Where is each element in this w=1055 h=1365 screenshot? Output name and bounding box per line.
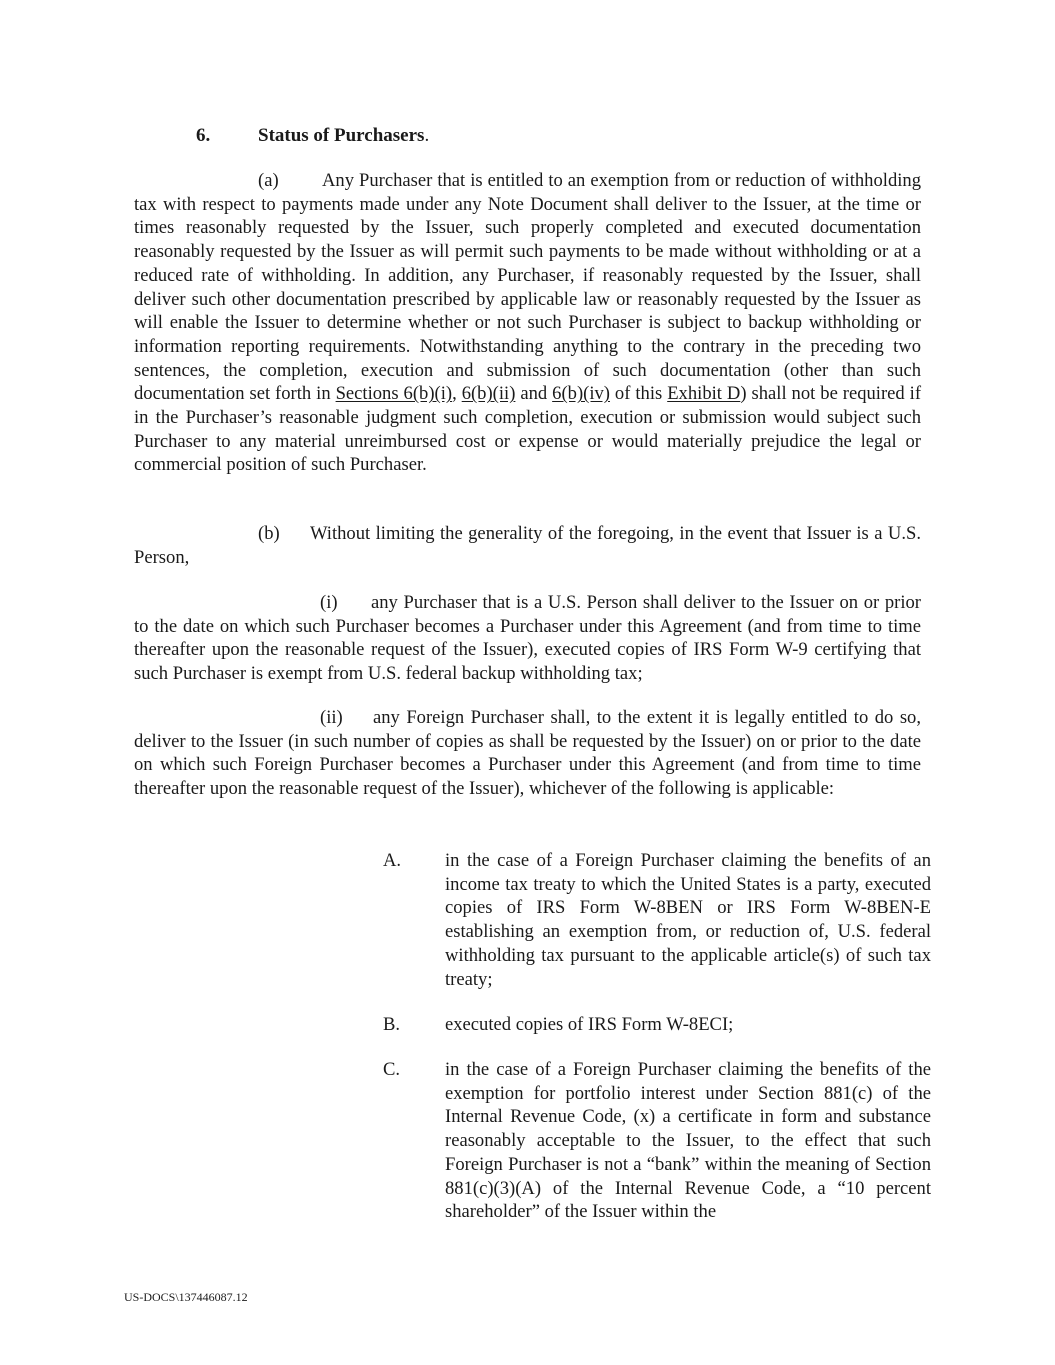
paragraph-i-label: (i): [320, 592, 338, 613]
ref-sep-1: ,: [452, 383, 462, 405]
ref-exhibit-d: Exhibit D: [667, 383, 741, 405]
paragraph-b-label: (b): [258, 523, 280, 544]
paragraph-i: [134, 591, 921, 686]
section-heading: [196, 124, 429, 148]
ref-6biv: 6(b)(iv): [552, 383, 610, 405]
paragraph-ii-text: any Foreign Purchaser shall, to the extent it is legally entitled to do so, deliver to the Issuer (in such number of copies as shall be requested by the Issuer) on or prior to the date on which such Foreign Purchaser becomes a Purchaser under this Agreement (and from time to time thereafter upon the reasonable request of the Issuer), whichever of the following is applicable:: [134, 707, 921, 800]
list-item: [383, 1013, 931, 1037]
paragraph-a-text-2: ) shall not be required if in the Purchaser’s reasonable judgment such completion, execution or submission would subject such Purchaser to any material unreimbursed cost or expense or would materially prejudice the legal or commercial position of such Purchaser.: [134, 383, 922, 476]
list-item-letter: A.: [383, 850, 402, 871]
paragraph-ii-label: (ii): [320, 707, 343, 728]
section-number: 6.: [196, 125, 211, 146]
ref-sep-3: of this: [609, 383, 668, 405]
list-item: [383, 1058, 931, 1224]
paragraph-a-label: (a): [258, 170, 279, 191]
paragraph-i-text: any Purchaser that is a U.S. Person shall deliver to the Issuer on or prior to the date on which such Purchaser becomes a Purchaser under this Agreement (and from time to time thereafter upon the reasonable request of the Issuer), executed copies of IRS Form W-9 certifying that such Purchaser is exempt from U.S. federal backup withholding tax;: [134, 592, 921, 685]
section-title-suffix: .: [424, 125, 430, 146]
paragraph-a: [134, 169, 921, 477]
section-title: Status of Purchasers: [258, 125, 425, 146]
list-item: [383, 849, 931, 991]
document-id-footer: US-DOCS\137446087.12: [124, 1290, 248, 1304]
list-item-text: executed copies of IRS Form W-8ECI;: [445, 1014, 734, 1035]
ref-6bii: 6(b)(ii): [461, 383, 516, 405]
ref-sep-2: and: [515, 383, 553, 405]
paragraph-a-text-1: Any Purchaser that is entitled to an exemption from or reduction of withholding tax with respect to payments made under any Note Document shall deliver to the Issuer, at the time or times reasonably requested by the Issuer, such properly completed and executed documentation reasonably requested by the Issuer as will permit such payments to be made without withholding or at a reduced rate of withholding. In addition, any Purchaser, if reasonably requested by the Issuer, shall deliver such other documentation prescribed by applicable law or reasonably requested by the Issuer as will enable the Issuer to determine whether or not such Purchaser is subject to backup withholding or information reporting requirements. Notwithstanding anything to the contrary in the preceding two sentences, the completion, execution and submission of such documentation (other than such documentation set forth in: [134, 170, 921, 405]
list-item-letter: B.: [383, 1014, 401, 1035]
paragraph-b-text: Without limiting the generality of the foregoing, in the event that Issuer is a U.S. Person,: [134, 523, 921, 568]
list-item-letter: C.: [383, 1059, 401, 1080]
ref-sections-6bi: Sections 6(b)(i): [335, 383, 453, 405]
paragraph-b: [134, 522, 921, 569]
list-item-text: in the case of a Foreign Purchaser claiming the benefits of the exemption for portfolio interest under Section 881(c) of the Internal Revenue Code, (x) a certificate in form and substance reasonably acceptable to the Issuer, to the effect that such Foreign Purchaser is not a “bank” within the meaning of Section 881(c)(3)(A) of the Internal Revenue Code, a “10 percent shareholder” of the Issuer within the: [445, 1059, 931, 1223]
list-item-text: in the case of a Foreign Purchaser claiming the benefits of an income tax treaty to which the United States is a party, executed copies of IRS Form W-8BEN or IRS Form W-8BEN-E establishing an exemption from, or reduction of, U.S. federal withholding tax pursuant to the applicable article(s) of such tax treaty;: [445, 850, 931, 990]
paragraph-ii: [134, 706, 921, 801]
